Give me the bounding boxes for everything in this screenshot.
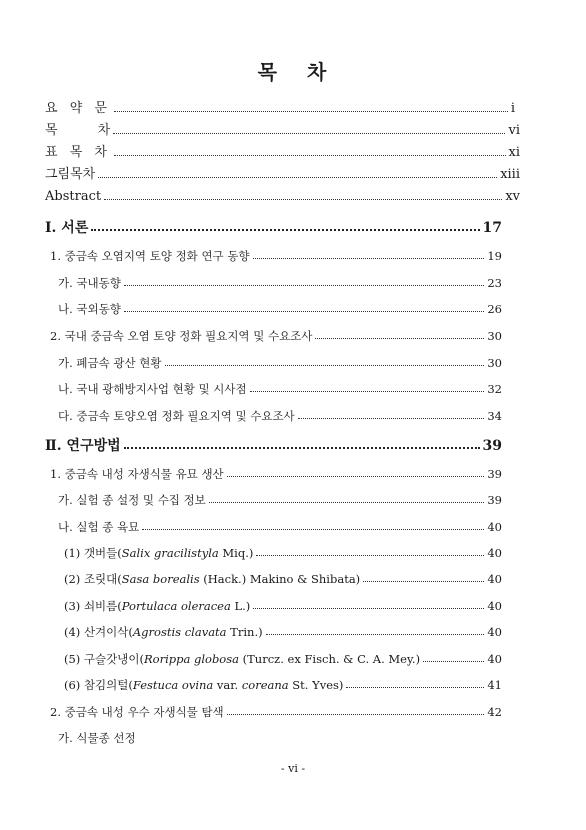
- toc-front-figures[interactable]: [45, 167, 520, 183]
- toc-front-summary[interactable]: [45, 101, 515, 117]
- leader-dots: [91, 229, 479, 231]
- leader-dots: [298, 418, 485, 419]
- toc-page: 41: [487, 678, 502, 692]
- toc-entry[interactable]: [58, 408, 502, 424]
- toc-label: [64, 571, 360, 587]
- leader-dots: [124, 285, 485, 286]
- toc-page: 17: [482, 220, 502, 236]
- leader-dots: [346, 687, 484, 688]
- toc-label: [64, 545, 253, 561]
- leader-dots: [363, 581, 484, 582]
- toc-entry[interactable]: [58, 519, 502, 535]
- toc-chapter-2[interactable]: [45, 438, 502, 454]
- toc-label: 표 목 차: [45, 145, 111, 160]
- leader-dots: [266, 634, 485, 635]
- scientific-name: Sasa borealis: [121, 572, 200, 586]
- leader-dots: [113, 133, 505, 134]
- toc-entry[interactable]: [58, 275, 502, 291]
- toc-entry[interactable]: [64, 651, 502, 667]
- label-prefix: (2) 조릿대(: [64, 572, 122, 586]
- scientific-name: Portulaca oleracea: [121, 599, 231, 613]
- toc-label: 가. 실험 종 설정 및 수집 정보: [58, 493, 206, 507]
- leader-dots: [227, 714, 485, 715]
- toc-label-part: 목: [45, 123, 58, 138]
- toc-page: xi: [508, 145, 520, 160]
- toc-page: i: [510, 101, 515, 116]
- leader-dots: [124, 447, 480, 449]
- toc-label: 요 약 문: [45, 101, 111, 116]
- toc-page: 39: [487, 467, 502, 481]
- toc-label: [64, 624, 263, 640]
- toc-entry[interactable]: [58, 381, 502, 397]
- toc-title: [0, 56, 586, 85]
- toc-entry[interactable]: [50, 328, 502, 344]
- label-suffix: (Hack.) Makino & Shibata): [199, 572, 361, 586]
- label-prefix: (1) 갯버들(: [64, 546, 122, 560]
- label-prefix: (6) 참김의털(: [64, 678, 133, 692]
- leader-dots: [423, 661, 484, 662]
- toc-label: 1. 중금속 내성 자생식물 유묘 생산: [50, 467, 224, 481]
- toc-page: 19: [487, 249, 502, 263]
- toc-page: 40: [487, 599, 502, 613]
- leader-dots: [250, 391, 485, 392]
- leader-dots: [253, 608, 484, 609]
- scientific-name: Agrostis clavata: [132, 625, 227, 639]
- toc-label: 2. 중금속 내성 우수 자생식물 탐색: [50, 705, 224, 719]
- toc-page: 40: [487, 520, 502, 534]
- leader-dots: [142, 529, 484, 530]
- toc-entry[interactable]: [58, 492, 502, 508]
- toc-page: 32: [487, 382, 502, 396]
- toc-entry[interactable]: [50, 704, 502, 720]
- toc-page: vi: [508, 123, 520, 138]
- toc-label: 가. 폐금속 광산 현황: [58, 356, 162, 370]
- toc-entry[interactable]: [64, 677, 502, 693]
- toc-label: 2. 국내 중금속 오염 토양 정화 필요지역 및 수요조사: [50, 329, 313, 343]
- toc-entry[interactable]: [64, 545, 502, 561]
- toc-front-tables[interactable]: [45, 145, 520, 161]
- toc-label: Abstract: [45, 189, 102, 204]
- toc-page: 40: [487, 625, 502, 639]
- toc-entry[interactable]: [58, 301, 502, 317]
- toc-label: Ⅰ. 서론: [45, 220, 89, 236]
- scientific-name: Salix gracilistyla: [121, 546, 219, 560]
- label-suffix: Miq.): [218, 546, 254, 560]
- toc-front-contents[interactable]: [45, 123, 520, 139]
- toc-page: 40: [487, 652, 502, 666]
- toc-page: xv: [505, 189, 520, 204]
- toc-chapter-1[interactable]: [45, 220, 502, 236]
- toc-label: 가. 식물종 선정: [58, 731, 136, 745]
- label-prefix: (5) 구슬갓냉이(: [64, 652, 144, 666]
- scientific-name: Rorippa globosa: [143, 652, 239, 666]
- toc-entry[interactable]: [58, 355, 502, 371]
- toc-label: 1. 중금속 오염지역 토양 정화 연구 동향: [50, 249, 250, 263]
- label-mid: var.: [213, 678, 242, 692]
- toc-page: 26: [487, 302, 502, 316]
- toc-page: 39: [482, 438, 502, 454]
- title-part-1: 목: [257, 60, 279, 84]
- toc-entry[interactable]: [64, 571, 502, 587]
- toc-page: 40: [487, 546, 502, 560]
- leader-dots: [227, 476, 485, 477]
- toc-label: [64, 651, 420, 667]
- leader-dots: [98, 177, 497, 178]
- toc-label: [64, 677, 343, 693]
- scientific-name: Festuca ovina: [132, 678, 214, 692]
- toc-page: 30: [487, 329, 502, 343]
- scientific-name: coreana: [241, 678, 289, 692]
- toc-page: xiii: [500, 167, 520, 182]
- label-suffix: St. Yves): [288, 678, 344, 692]
- toc-page: 40: [487, 572, 502, 586]
- page-footer: - vi -: [280, 762, 306, 775]
- toc-label-part: 차: [97, 123, 111, 138]
- toc-label: 다. 중금속 토양오염 정화 필요지역 및 수요조사: [58, 409, 295, 423]
- leader-dots: [315, 338, 484, 339]
- toc-entry[interactable]: [50, 248, 502, 264]
- toc-page: 34: [487, 409, 502, 423]
- leader-dots: [114, 111, 508, 112]
- toc-label: 나. 국외동향: [58, 302, 121, 316]
- toc-label: 나. 국내 광해방지사업 현황 및 시사점: [58, 382, 247, 396]
- toc-label: 가. 국내동향: [58, 276, 121, 290]
- title-part-2: 차: [307, 60, 329, 84]
- leader-dots: [209, 502, 485, 503]
- leader-dots: [104, 199, 502, 200]
- toc-label: [45, 123, 110, 139]
- toc-label: [64, 598, 250, 614]
- toc-label: 나. 실험 종 육묘: [58, 520, 140, 534]
- label-prefix: (3) 쇠비름(: [64, 599, 122, 613]
- label-suffix: L.): [230, 599, 251, 613]
- toc-label: Ⅱ. 연구방법: [45, 438, 121, 454]
- toc-front-abstract[interactable]: [45, 189, 520, 205]
- leader-dots: [253, 258, 485, 259]
- toc-entry[interactable]: [50, 466, 502, 482]
- label-suffix: Trin.): [226, 625, 263, 639]
- leader-dots: [165, 365, 485, 366]
- toc-page: 23: [487, 276, 502, 290]
- toc-page: 30: [487, 356, 502, 370]
- toc-label: 그림목차: [45, 167, 96, 182]
- label-prefix: (4) 산겨이삭(: [64, 625, 133, 639]
- toc-entry[interactable]: [64, 624, 502, 640]
- leader-dots: [256, 555, 484, 556]
- leader-dots: [114, 155, 506, 156]
- toc-page: 39: [487, 493, 502, 507]
- toc-entry[interactable]: [58, 730, 502, 746]
- label-suffix: (Turcz. ex Fisch. & C. A. Mey.): [238, 652, 421, 666]
- toc-page: 42: [487, 705, 502, 719]
- toc-entry[interactable]: [64, 598, 502, 614]
- leader-dots: [124, 311, 485, 312]
